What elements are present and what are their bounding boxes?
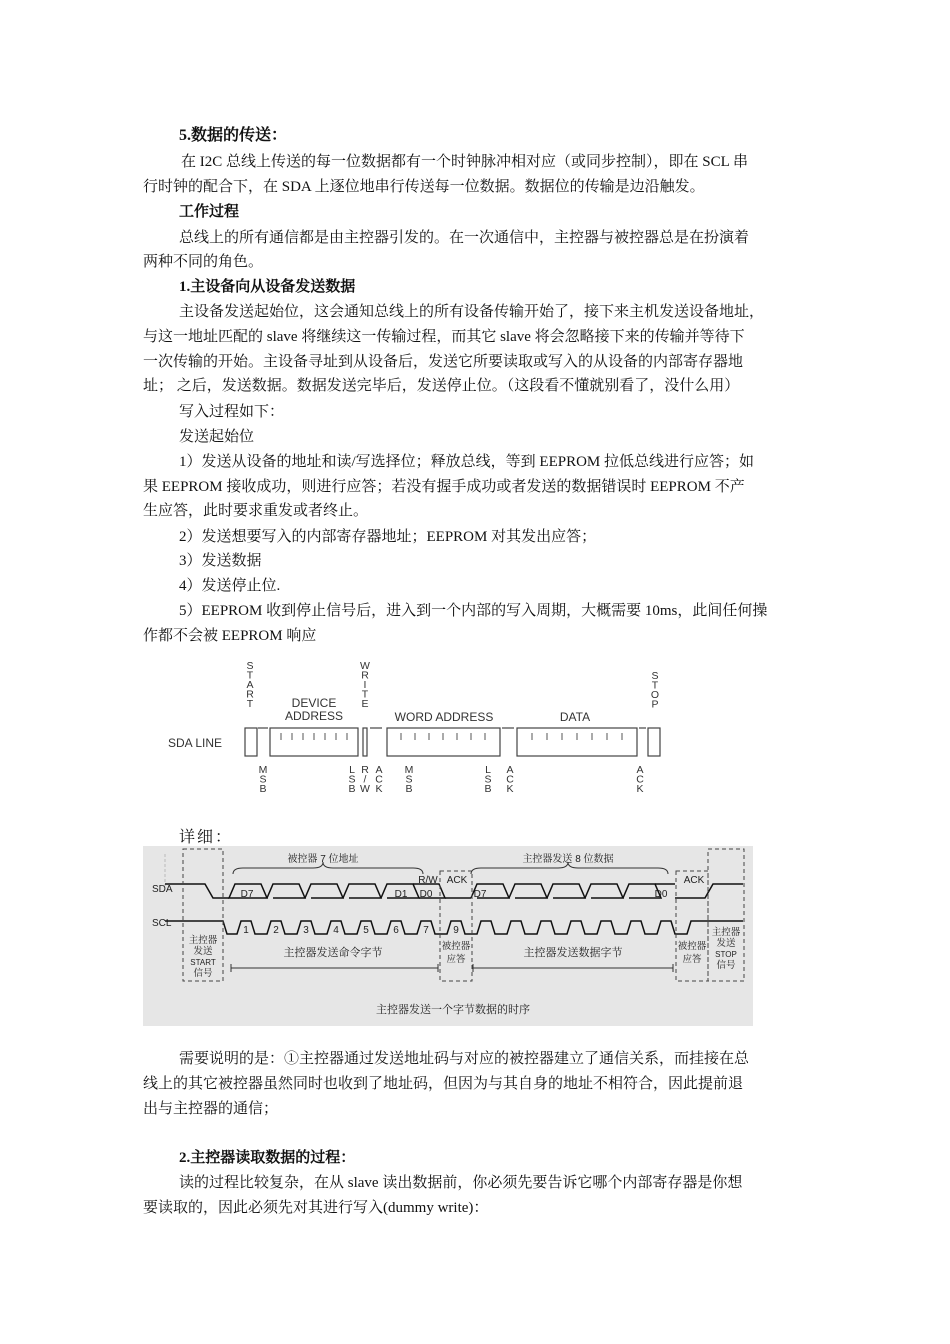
i2c-byte-timing-diagram	[143, 846, 753, 1026]
stop-box-text: 主控器	[711, 927, 741, 938]
paragraph-line: 线上的其它被控器虽然同时也收到了地址码，但因为与其自身的地址不相符合，因此提前退	[143, 1076, 744, 1092]
lsb-label: L S B	[484, 764, 492, 795]
word-address-label: WORD ADDRESS	[394, 710, 494, 724]
list-item: 2）发送想要写入的内部寄存器地址；EEPROM 对其发出应答；	[179, 529, 597, 545]
start-box-text: 主控器	[188, 935, 218, 946]
stop-box-text: STOP	[715, 950, 737, 959]
subsection-title: 1.主设备向从设备发送数据	[179, 279, 356, 295]
subsection-title: 2.主控器读取数据的过程：	[179, 1150, 356, 1166]
start-label: S T A R T	[246, 660, 254, 710]
svg-text:3: 3	[303, 925, 309, 936]
ack-label: A C K	[636, 764, 644, 795]
start-box-text: START	[190, 958, 216, 967]
device-address-label: DEVICE	[291, 696, 337, 710]
write-label: W R I T E	[360, 660, 370, 710]
rw-label: R/W	[418, 875, 438, 886]
device-address-label: ADDRESS	[284, 709, 344, 723]
data-label: DATA	[559, 710, 591, 724]
list-item: 4）发送停止位.	[179, 578, 281, 594]
msb-label: M S B	[404, 764, 414, 795]
paragraph-line: 一次传输的开始。主设备寻址到从设备后，发送它所要读取或写入的从设备的内部寄存器地	[143, 354, 744, 370]
list-item: 5）EEPROM 收到停止信号后，进入到一个内部的写入周期，大概需要 10ms，此间任何操	[179, 603, 768, 619]
msb-label: M S B	[258, 764, 268, 795]
d0-label: D0	[419, 889, 433, 900]
paragraph-line: 行时钟的配合下，在 SDA 上逐位地串行传送每一位数据。数据位的传输是边沿触发。	[143, 179, 705, 195]
paragraph-line: 作都不会被 EEPROM 响应	[143, 628, 317, 644]
list-item: 3）发送数据	[179, 553, 262, 569]
paragraph-line: 生应答，此时要求重发或者终止。	[143, 503, 369, 519]
stop-label: S T O P	[650, 670, 660, 711]
list-item: 1）发送从设备的地址和读/写选择位；释放总线，等到 EEPROM 拉低总线进行应答；如	[179, 454, 755, 470]
paragraph-line: 要读取的，因此必须先对其进行写入(dummy write)：	[143, 1200, 489, 1216]
scl-label: SCL	[152, 918, 172, 929]
svg-text:9: 9	[453, 925, 459, 936]
paragraph-line: 址； 之后，发送数据。数据发送完毕后，发送停止位。（这段看不懂就别看了，没什么用）	[143, 378, 740, 394]
svg-text:4: 4	[333, 925, 339, 936]
paragraph-line: 主设备发送起始位，这会通知总线上的所有设备传输开始了，接下来主机发送设备地址，	[179, 304, 765, 320]
d1-label: D1	[394, 889, 408, 900]
ack-label: A C K	[506, 764, 514, 795]
sda-label: SDA	[152, 884, 173, 895]
paragraph-line: 写入过程如下：	[179, 404, 285, 420]
subheading: 工作过程	[179, 204, 240, 220]
slave-ack-text: 应答	[446, 954, 466, 965]
ack-label: A C K	[375, 764, 383, 795]
paragraph-line: 发送起始位	[179, 429, 255, 445]
svg-text:7: 7	[423, 925, 429, 936]
svg-text:2: 2	[273, 925, 279, 936]
svg-text:6: 6	[393, 925, 399, 936]
svg-text:5: 5	[363, 925, 369, 936]
cmd-byte-label: 主控器发送命令字节	[283, 947, 383, 959]
paragraph-line: 果 EEPROM 接收成功，则进行应答；若没有握手成功或者发送的数据错误时 EEPROM 不产	[143, 479, 745, 495]
slave-ack-text: 被控器	[441, 941, 471, 952]
detail-label: 详细：	[179, 827, 234, 846]
section-title: 5.数据的传送：	[179, 127, 288, 144]
eeprom-write-timing-diagram	[150, 655, 670, 800]
lsb-label: L S B	[348, 764, 356, 795]
start-box-text: 发送	[193, 946, 213, 957]
rw-label: R / W	[360, 764, 370, 795]
svg-text:1: 1	[243, 925, 249, 936]
sda-line-label: SDA LINE	[167, 736, 223, 750]
paragraph-line: 需要说明的是：①主控器通过发送地址码与对应的被控器建立了通信关系，而挂接在总	[179, 1051, 750, 1067]
paragraph-line: 两种不同的角色。	[143, 254, 264, 270]
d7-label: D7	[240, 889, 254, 900]
stop-box-text: 发送	[716, 938, 736, 949]
ack-label: ACK	[683, 875, 705, 886]
figure-caption: 主控器发送一个字节数据的时序	[376, 1004, 530, 1016]
bit-ticks	[281, 733, 622, 740]
slave-ack-text: 被控器	[677, 941, 707, 952]
ack-label: ACK	[446, 875, 468, 886]
paragraph-line: 总线上的所有通信都是由主控器引发的。在一次通信中，主控器与被控器总是在扮演着	[179, 230, 750, 246]
master-8bit-label: 主控器发送 8 位数据	[522, 854, 614, 865]
d0-label: D0	[654, 889, 668, 900]
slave-7bit-label: 被控器 7 位地址	[287, 854, 359, 865]
d7-label: D7	[473, 889, 487, 900]
stop-box-text: 信号	[716, 960, 736, 971]
paragraph-line: 读的过程比较复杂，在从 slave 读出数据前，你必须先要告诉它哪个内部寄存器是你想	[179, 1175, 743, 1191]
paragraph-line: 与这一地址匹配的 slave 将继续这一传输过程，而其它 slave 将会忽略接下来的传输并等待下	[143, 329, 745, 345]
start-box-text: 信号	[193, 968, 213, 979]
slave-ack-text: 应答	[682, 954, 702, 965]
paragraph-line: 在 I2C 总线上传送的每一位数据都有一个时钟脉冲相对应（或同步控制），即在 SCL 串	[181, 154, 748, 170]
data-byte-label: 主控器发送数据字节	[523, 947, 623, 959]
paragraph-line: 出与主控器的通信；	[143, 1101, 279, 1117]
